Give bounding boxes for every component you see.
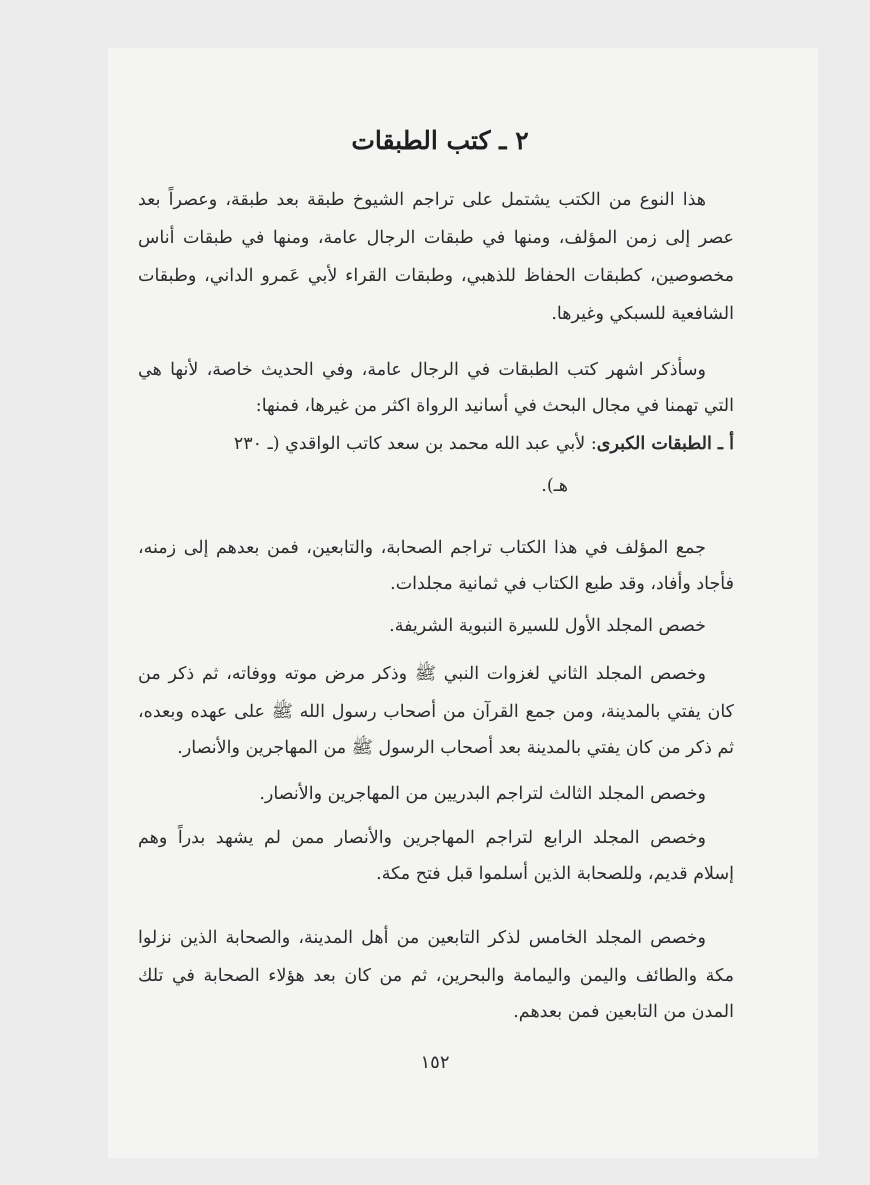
paragraph-5-line-1: وخصص المجلد الثاني لغزوات النبي ﷺ وذكر مرض موته ووفاته، ثم ذكر من xyxy=(138,664,706,684)
paragraph-5-line-3: ثم ذكر من كان يفتي بالمدينة بعد أصحاب الرسول ﷺ من المهاجرين والأنصار. xyxy=(177,738,734,758)
list-item-a xyxy=(138,426,734,462)
list-item-a-text: : لأبي عبد الله محمد بن سعد كاتب الواقدي (ـ ٢٣٠ xyxy=(233,434,597,454)
paragraph-7-line-1: وخصص المجلد الرابع لتراجم المهاجرين والأنصار ممن لم يشهد بدراً وهم xyxy=(138,828,706,848)
paragraph-5-line-2: كان يفتي بالمدينة، ومن جمع القرآن من أصحاب رسول الله ﷺ على عهده وبعده، xyxy=(138,702,734,722)
paragraph-3-line-1: جمع المؤلف في هذا الكتاب تراجم الصحابة، والتابعين، فمن بعدهم إلى زمنه، xyxy=(138,538,706,558)
page-number: ١٥٢ xyxy=(420,1052,450,1073)
paragraph-1-line-4: الشافعية للسبكي وغيرها. xyxy=(551,304,734,324)
paragraph-1-line-1: هذا النوع من الكتب يشتمل على تراجم الشيوخ طبقة بعد طبقة، وعصراً بعد xyxy=(138,190,706,210)
paragraph-8-line-1: وخصص المجلد الخامس لذكر التابعين من أهل المدينة، والصحابة الذين نزلوا xyxy=(138,928,706,948)
paragraph-2-line-2: التي تهمنا في مجال البحث في أسانيد الرواة اكثر من غيرها، فمنها: xyxy=(255,396,734,416)
list-item-a-label: أ ـ الطبقات الكبرى xyxy=(596,434,734,454)
paragraph-4-line-1: خصص المجلد الأول للسيرة النبوية الشريفة. xyxy=(389,616,706,636)
paragraph-3-line-2: فأجاد وأفاد، وقد طبع الكتاب في ثمانية مجلدات. xyxy=(390,574,734,594)
paragraph-2-line-1: وسأذكر اشهر كتب الطبقات في الرجال عامة، وفي الحديث خاصة، لأنها هي xyxy=(138,360,706,380)
paragraph-8-line-2: مكة والطائف واليمن واليمامة والبحرين، ثم من كان بعد هؤلاء الصحابة في تلك xyxy=(138,966,734,986)
paragraph-1-line-3: مخصوصين، كطبقات الحفاظ للذهبي، وطبقات القراء لأبي عَمرو الداني، وطبقات xyxy=(138,266,734,286)
list-item-a-continuation: هـ). xyxy=(541,476,568,496)
paragraph-7-line-2: إسلام قديم، وللصحابة الذين أسلموا قبل فتح مكة. xyxy=(376,864,734,884)
chapter-heading: ٢ ـ كتب الطبقات xyxy=(351,126,529,155)
paragraph-6-line-1: وخصص المجلد الثالث لتراجم البدريين من المهاجرين والأنصار. xyxy=(259,784,706,804)
paragraph-1-line-2: عصر إلى زمن المؤلف، ومنها في طبقات الرجال عامة، ومنها في طبقات أناس xyxy=(138,228,734,248)
paragraph-8-line-3: المدن من التابعين فمن بعدهم. xyxy=(513,1002,734,1022)
